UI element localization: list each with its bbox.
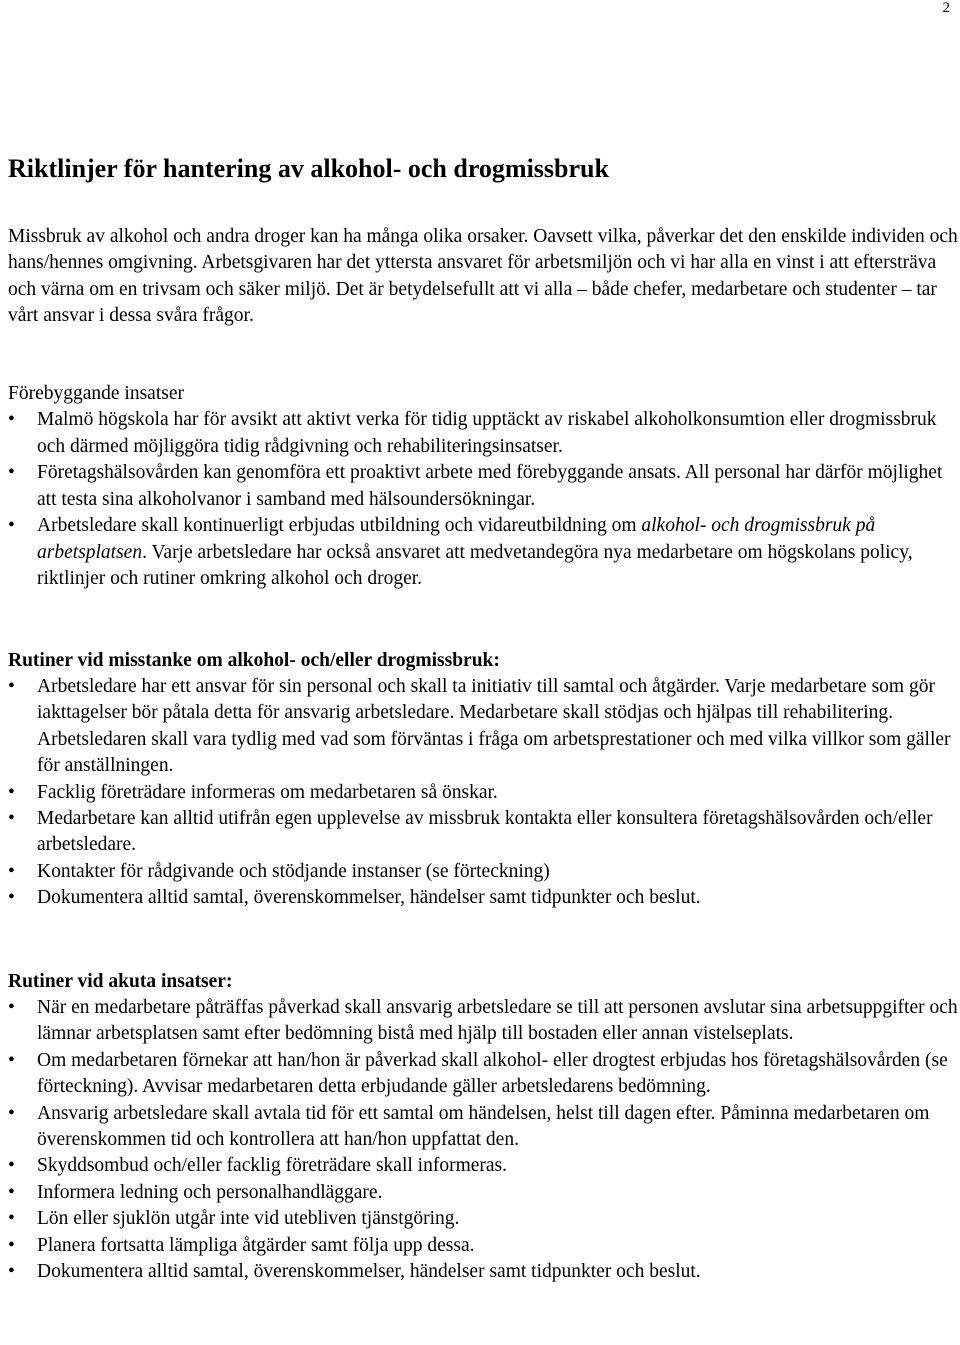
acute-section xyxy=(8,969,958,1285)
list-item: • Skyddsombud och/eller facklig företrädare skall informeras. xyxy=(8,1153,958,1179)
list-item: • Facklig företrädare informeras om medarbetaren så önskar. xyxy=(8,780,958,806)
list-item: • Arbetsledare har ett ansvar för sin personal och skall ta initiativ till samtal och åtgärder. Varje medarbetare som gör iakttagelser bör påtala detta för ansvarig arbetsledare. Medarbetare skall stödjas och hjälpas till rehabilitering. Arbetsledaren skall vara tydlig med vad som förväntas i fråga om arbetsprestationer och med vilka villkor som gäller för anställningen. xyxy=(8,676,951,777)
acute-list xyxy=(8,995,958,1285)
intro-paragraph: Missbruk av alkohol och andra droger kan ha många olika orsaker. Oavsett vilka, påverkar det den enskilde individen och hans/hennes omgivning. Arbetsgivaren har det yttersta ansvaret för arbetsmiljön och vi har alla en vinst i att eftersträva och värna om en trivsam och säker miljö. Det är betydelsefullt att vi alla – både chefer, medarbetare och studenter – tar vårt ansvar i dessa svåra frågor. xyxy=(8,226,958,326)
list-item: • Lön eller sjuklön utgår inte vid utebliven tjänstgöring. xyxy=(8,1206,958,1232)
preventive-section xyxy=(8,381,958,593)
document-title: Riktlinjer för hantering av alkohol- och drogmissbruk xyxy=(8,154,609,183)
preventive-list xyxy=(8,407,958,593)
bullet-icon: • xyxy=(8,808,15,830)
bullet-icon: • xyxy=(8,1261,15,1283)
list-item: • Dokumentera alltid samtal, överenskommelser, händelser samt tidpunkter och beslut. xyxy=(8,885,958,911)
page-number: 2 xyxy=(942,0,950,16)
list-item: • Dokumentera alltid samtal, överenskommelser, händelser samt tidpunkter och beslut. xyxy=(8,1259,958,1285)
bullet-icon: • xyxy=(8,1102,15,1124)
bullet-icon: • xyxy=(8,462,15,483)
list-item: • Företagshälsovården kan genomföra ett proaktivt arbete med förebyggande ansats. All personal har därför möjlighet att testa sina alkoholvanor i samband med hälsoundersökningar. xyxy=(8,462,943,510)
list-item: • Informera ledning och personalhandläggare. xyxy=(8,1180,958,1206)
list-item: • Medarbetare kan alltid utifrån egen upplevelse av missbruk kontakta eller konsultera företagshälsovården och/eller arbetsledare. xyxy=(8,808,933,856)
list-item: • Arbetsledare skall kontinuerligt erbjudas utbildning och vidareutbildning om alkohol- och drogmissbruk på arbetsplatsen. Varje arbetsledare har också ansvaret att medvetandegöra nya medarbetare om högskolans policy, riktlinjer och rutiner omkring alkohol och droger. xyxy=(8,515,913,589)
bullet-icon: • xyxy=(8,887,15,909)
bullet-icon: • xyxy=(8,1155,15,1177)
bullet-icon: • xyxy=(8,1181,15,1203)
bullet-icon: • xyxy=(8,1208,15,1230)
list-item: • Om medarbetaren förnekar att han/hon är påverkad skall alkohol- eller drogtest erbjudas hos företagshälsovården (se förteckning). Avvisar medarbetaren detta erbjudande gäller arbetsledarens bedömning. xyxy=(8,1049,948,1098)
bullet-icon: • xyxy=(8,409,15,430)
list-item: • Ansvarig arbetsledare skall avtala tid för ett samtal om händelsen, helst till dagen efter. Påminna medarbetaren om överenskommen tid och kontrollera att han/hon uppfattat den. xyxy=(8,1102,930,1151)
list-item: • Kontakter för rådgivande och stödjande instanser (se förteckning) xyxy=(8,859,958,885)
suspicion-list xyxy=(8,674,958,912)
bullet-icon: • xyxy=(8,1049,15,1071)
acute-heading: Rutiner vid akuta insatser: xyxy=(8,971,233,992)
italic-course-title: alkohol- och drogmissbruk på arbetsplatsen xyxy=(37,515,876,563)
list-item: • Planera fortsatta lämpliga åtgärder samt följa upp dessa. xyxy=(8,1233,958,1259)
bullet-icon: • xyxy=(8,1234,15,1256)
bullet-icon: • xyxy=(8,781,15,803)
bullet-icon: • xyxy=(8,676,15,697)
list-item: • Malmö högskola har för avsikt att aktivt verka för tidig upptäckt av riskabel alkoholkonsumtion eller drogmissbruk och därmed möjliggöra tidig rådgivning och rehabiliteringsinsatser. xyxy=(8,409,937,457)
bullet-icon: • xyxy=(8,860,15,882)
preventive-heading: Förebyggande insatser xyxy=(8,383,184,404)
bullet-icon: • xyxy=(8,997,15,1018)
bullet-icon: • xyxy=(8,515,15,536)
suspicion-heading: Rutiner vid misstanke om alkohol- och/eller drogmissbruk: xyxy=(8,650,500,671)
list-item: • När en medarbetare påträffas påverkad skall ansvarig arbetsledare se till att personen avslutar sina arbetsuppgifter och lämnar arbetsplatsen samt efter bedömning bistå med hjälp till bostaden eller annan vistelseplats. xyxy=(8,997,958,1045)
suspicion-section xyxy=(8,648,958,912)
